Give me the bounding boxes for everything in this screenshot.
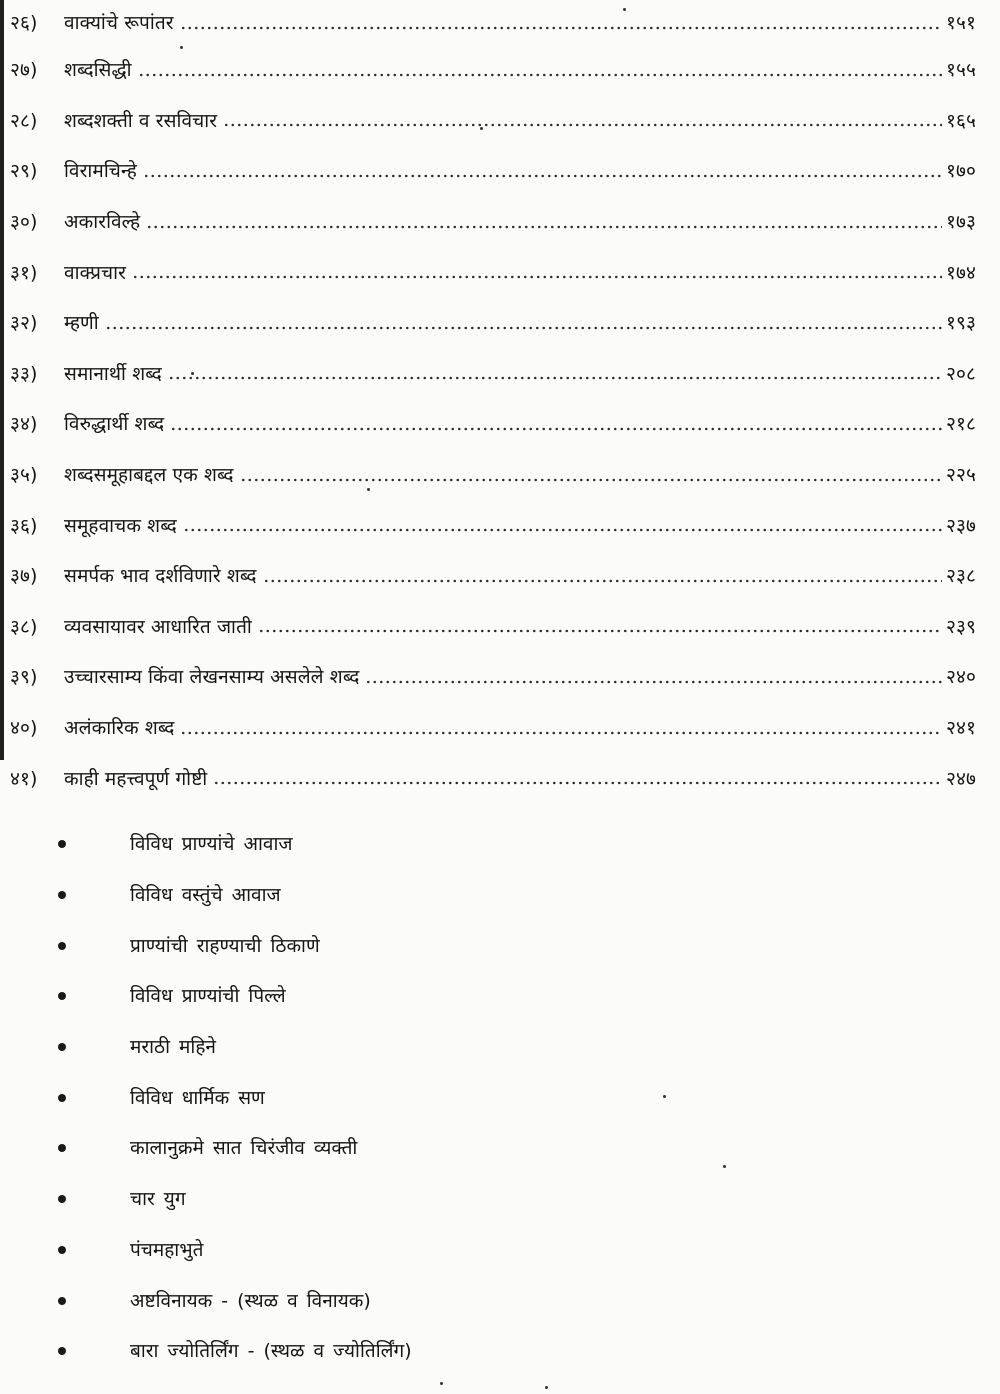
bullet-icon (58, 1195, 66, 1203)
toc-page-number: २३८ (946, 565, 976, 588)
scan-speck (440, 1382, 443, 1385)
toc-number: ३८) (10, 615, 38, 638)
bullet-icon (58, 942, 66, 950)
toc-title: काही महत्त्वपूर्ण गोष्टी (64, 767, 208, 790)
scan-speck (367, 488, 370, 491)
bullet-icon (58, 1094, 66, 1102)
toc-page-number: १९३ (946, 312, 976, 335)
list-item-text: मराठी महिने (130, 1036, 216, 1059)
dot-leader (180, 26, 942, 30)
toc-row (10, 499, 1000, 550)
table-of-contents (10, 0, 1000, 803)
toc-title: विरामचिन्हे (64, 160, 137, 183)
toc-row (10, 145, 1000, 196)
dot-leader (263, 579, 942, 583)
list-item (58, 869, 858, 920)
list-item-text: प्राण्यांची राहण्याची ठिकाणे (130, 934, 320, 957)
toc-title: समर्पक भाव दर्शविणारे शब्द (64, 565, 257, 588)
toc-row (10, 95, 1000, 146)
toc-page-number: १७० (946, 160, 976, 183)
list-item-text: पंचमहाभुते (130, 1238, 204, 1261)
list-item-text: चार युग (130, 1188, 186, 1211)
list-item (58, 818, 858, 869)
toc-row (10, 449, 1000, 500)
list-item (58, 1173, 858, 1224)
bullet-icon (58, 1144, 66, 1152)
dot-leader (183, 528, 942, 532)
toc-row (10, 550, 1000, 601)
dot-leader (143, 174, 942, 178)
toc-title: उच्चारसाम्य किंवा लेखनसाम्य असलेले शब्द (64, 666, 360, 689)
bullet-icon (58, 1297, 66, 1305)
toc-number: ३३) (10, 362, 38, 385)
toc-page-number: २४० (946, 666, 976, 689)
toc-page-number: १५१ (946, 12, 976, 34)
dot-leader (258, 629, 942, 633)
toc-number: ३६) (10, 514, 38, 537)
bullet-icon (58, 1347, 66, 1355)
toc-title: अलंकारिक शब्द (64, 717, 175, 740)
scan-speck (180, 46, 183, 49)
toc-number: ३७) (10, 565, 38, 588)
toc-row (10, 651, 1000, 702)
toc-page-number: १६५ (946, 109, 976, 132)
scan-speck (723, 1165, 726, 1168)
list-item (58, 1325, 858, 1376)
toc-title: शब्दशक्ती व रसविचार (64, 109, 218, 132)
toc-page-number: १५५ (946, 59, 976, 82)
toc-title: शब्दसमूहाबद्दल एक शब्द (64, 464, 234, 487)
toc-number: ३५) (10, 464, 38, 487)
toc-title: समूहवाचक शब्द (64, 514, 177, 537)
toc-number: २७) (10, 59, 38, 82)
toc-row (10, 348, 1000, 399)
toc-page-number: २४७ (946, 767, 976, 790)
toc-title: वाक्प्रचार (64, 261, 127, 284)
toc-page-number: २०८ (946, 362, 976, 385)
toc-number: ३९) (10, 666, 38, 689)
list-item (58, 1021, 858, 1072)
toc-title: वाक्यांचे रूपांतर (64, 12, 174, 34)
toc-row (10, 196, 1000, 247)
toc-row (10, 702, 1000, 753)
list-item (58, 919, 858, 970)
toc-row (10, 752, 1000, 803)
bullet-icon (58, 1043, 66, 1051)
bullet-icon (58, 891, 66, 899)
dot-leader (240, 478, 942, 482)
toc-title: समानार्थी शब्द (64, 362, 162, 385)
toc-row (10, 601, 1000, 652)
toc-title: व्यवसायावर आधारित जाती (64, 615, 252, 638)
toc-number: ३१) (10, 261, 38, 284)
dot-leader (146, 225, 942, 229)
toc-row (10, 246, 1000, 297)
list-item-text: विविध वस्तुंचे आवाज (130, 884, 281, 907)
dot-leader (180, 731, 942, 735)
list-item (58, 1071, 858, 1122)
toc-number: २६) (10, 12, 38, 34)
list-item (58, 1122, 858, 1173)
toc-number: ३०) (10, 211, 38, 234)
bullet-icon (58, 992, 66, 1000)
toc-page-number: १७४ (946, 261, 976, 284)
toc-title: अकारविल्हे (64, 211, 141, 234)
list-item (58, 1224, 858, 1275)
list-item-text: विविध प्राण्यांचे आवाज (130, 833, 293, 856)
list-item-text: विविध धार्मिक सण (130, 1086, 265, 1109)
toc-number: ३२) (10, 312, 38, 335)
list-item (58, 1274, 858, 1325)
toc-row (10, 44, 1000, 95)
dot-leader (213, 781, 942, 785)
sub-item-list (58, 818, 858, 1376)
toc-page-number: १७३ (946, 211, 976, 234)
dot-leader (138, 73, 942, 77)
toc-number: ४१) (10, 767, 38, 790)
dot-leader (223, 123, 942, 127)
scan-speck (191, 372, 194, 375)
list-item-text: बारा ज्योतिर्लिंग - (स्थळ व ज्योतिर्लिंग) (130, 1340, 412, 1363)
bullet-icon (58, 840, 66, 848)
dot-leader (105, 326, 942, 330)
toc-page-number: २१८ (946, 413, 976, 436)
scan-speck (545, 1386, 548, 1389)
list-item-text: विविध प्राण्यांची पिल्ले (130, 985, 286, 1008)
toc-row (10, 297, 1000, 348)
toc-page-number: २३९ (946, 615, 976, 638)
toc-number: ३४) (10, 413, 38, 436)
toc-title: म्हणी (64, 312, 99, 335)
list-item-text: कालानुक्रमे सात चिरंजीव व्यक्ती (130, 1137, 358, 1160)
toc-page-number: २४१ (946, 717, 976, 740)
bullet-icon (58, 1246, 66, 1254)
list-item-text: अष्टविनायक - (स्थळ व विनायक) (130, 1289, 371, 1312)
toc-row (10, 398, 1000, 449)
toc-title: शब्दसिद्धी (64, 59, 132, 82)
toc-row (10, 0, 1000, 44)
scan-speck (623, 8, 626, 11)
dot-leader (168, 376, 942, 380)
toc-title: विरुद्धार्थी शब्द (64, 413, 165, 436)
toc-number: ४०) (10, 717, 38, 740)
dot-leader (132, 275, 942, 279)
dot-leader (170, 427, 942, 431)
scan-speck (480, 127, 483, 130)
scan-speck (663, 1095, 666, 1098)
dot-leader (365, 680, 942, 684)
toc-number: २९) (10, 160, 38, 183)
toc-page-number: २२५ (946, 464, 976, 487)
toc-number: २८) (10, 109, 38, 132)
page-edge-rule (0, 0, 4, 760)
toc-page-number: २३७ (946, 514, 976, 537)
list-item (58, 970, 858, 1021)
